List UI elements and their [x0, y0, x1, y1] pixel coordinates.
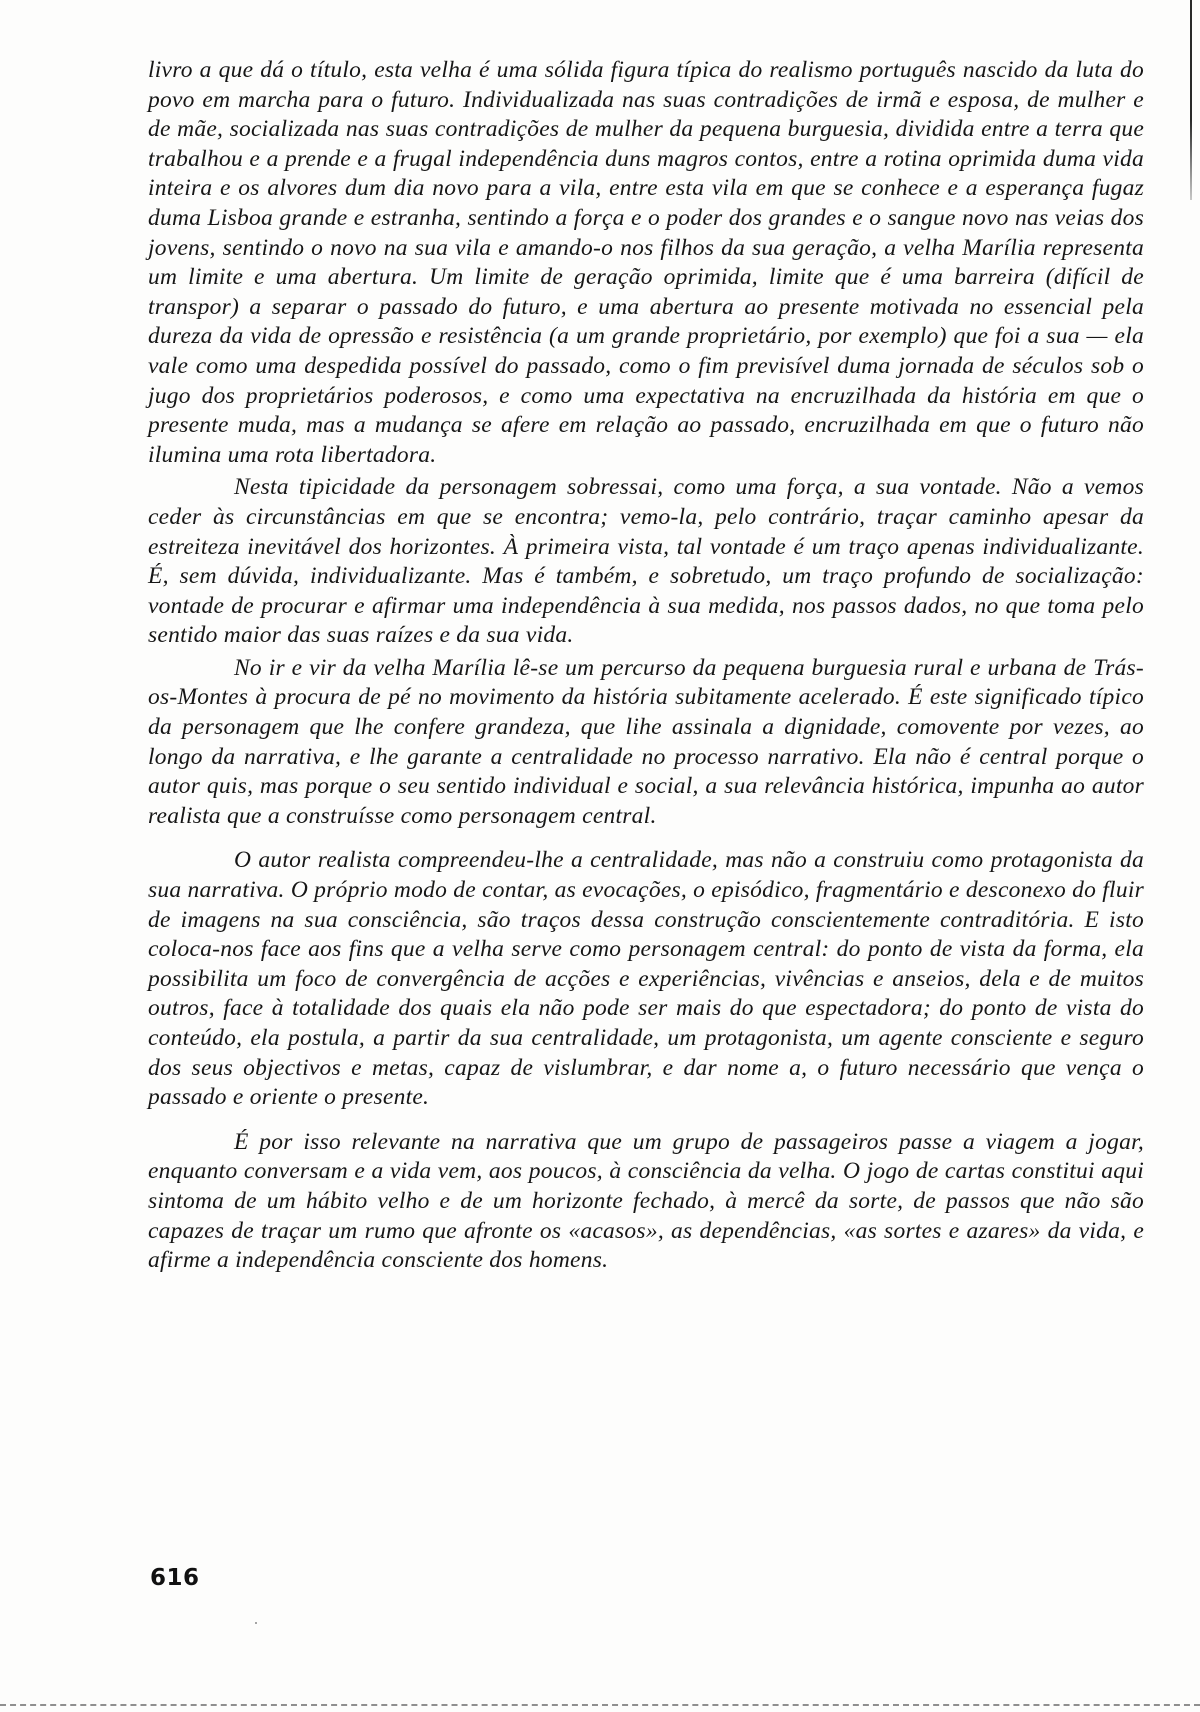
page-number: 616 — [150, 1565, 200, 1591]
paragraph-1: livro a que dá o título, esta velha é uma sólida figura típica do realismo português nascido da luta do povo em marcha para o futuro. Individualizada nas suas contradições de irmã e esposa, de mulher e de mãe, socializada nas suas contradições de mulher da pequena burguesia, dividida entre a terra que trabalhou e a prende e a frugal independência duns magros contos, entre a rotina oprimida duma vida inteira e os alvores dum dia novo para a vila, entre esta vila em que se conhece e a esperança fugaz duma Lisboa grande e estranha, sentindo a força e o poder dos grandes e o sangue novo nas veias dos jovens, sentindo o novo na sua vila e amando-o nos filhos da sua geração, a velha Marília representa um limite e uma abertura. Um limite de geração oprimida, limite que é uma barreira (difícil de transpor) a separar o passado do futuro, e uma abertura ao presente motivada no essencial pela dureza da vida de opressão e resistência (a um grande proprietário, por exemplo) que foi a sua — ela vale como uma despedida possível do passado, como o fim previsível duma jornada de séculos sob o jugo dos proprietários poderosos, e como uma expectativa na encruzilhada da história em que o presente muda, mas a mudança se afere em relação ao passado, encruzilhada em que o futuro não ilumina uma rota libertadora. — [148, 57, 1144, 468]
page-edge-shadow — [1190, 0, 1192, 200]
paragraph-5: É por isso relevante na narrativa que um grupo de passageiros passe a viagem a jogar, enquanto conversam e a vida vem, aos poucos, à consciência da velha. O jogo de cartas constitui aqui sintoma de um hábito velho e de um horizonte fechado, à mercê da sorte, de passos que não são capazes de traçar um rumo que afronte os «acasos», as dependências, «as sortes e azares» da vida, e afirme a independência consciente dos homens. — [148, 1128, 1144, 1274]
paragraph-2: Nesta tipicidade da personagem sobressai, como uma força, a sua vontade. Não a vemos ceder às circunstâncias em que se encontra; vemo-la, pelo contrário, traçar caminho apesar da estreiteza inevitável dos horizontes. À primeira vista, tal vontade é um traço apenas individualizante. É, sem dúvida, individualizante. Mas é também, e sobretudo, um traço profundo de socialização: vontade de procurar e afirmar uma independência à sua medida, nos passos dados, no que toma pelo sentido maior das suas raízes e da sua vida. — [148, 474, 1144, 649]
page-edge-bottom — [0, 1704, 1200, 1706]
paragraph-3: No ir e vir da velha Marília lê-se um percurso da pequena burguesia rural e urbana de Trás-os-Montes à procura de pé no movimento da história subitamente acelerado. É este significado típico da personagem que lhe confere grandeza, que lihe assinala a dignidade, comovente por vezes, ao longo da narrativa, e lhe garante a centralidade no processo narrativo. Ela não é central porque o autor quis, mas porque o seu sentido individual e social, a sua relevância histórica, impunha ao autor realista que a construísse como personagem central. — [148, 654, 1144, 829]
body-text — [148, 56, 1144, 1279]
paragraph-4: O autor realista compreendeu-lhe a centralidade, mas não a construiu como protagonista da sua narrativa. O próprio modo de contar, as evocações, o episódico, fragmentário e desconexo do fluir de imagens na sua consciência, são traços dessa construção conscientemente contraditória. E isto coloca-nos face aos fins que a velha serve como personagem central: do ponto de vista da forma, ela possibilita um foco de convergência de acções e experiências, vivências e anseios, dela e de muitos outros, face à totalidade dos quais ela não pode ser mais do que espectadora; do ponto de vista do conteúdo, ela postula, a partir da sua centralidade, um protagonista, um agente consciente e seguro dos seus objectivos e metas, capaz de vislumbrar, e dar nome a, o futuro necessário que vença o passado e oriente o presente. — [148, 847, 1144, 1111]
scan-speck — [255, 1622, 257, 1624]
paragraph-spacer — [148, 1116, 1144, 1128]
paragraph-spacer — [148, 834, 1144, 846]
